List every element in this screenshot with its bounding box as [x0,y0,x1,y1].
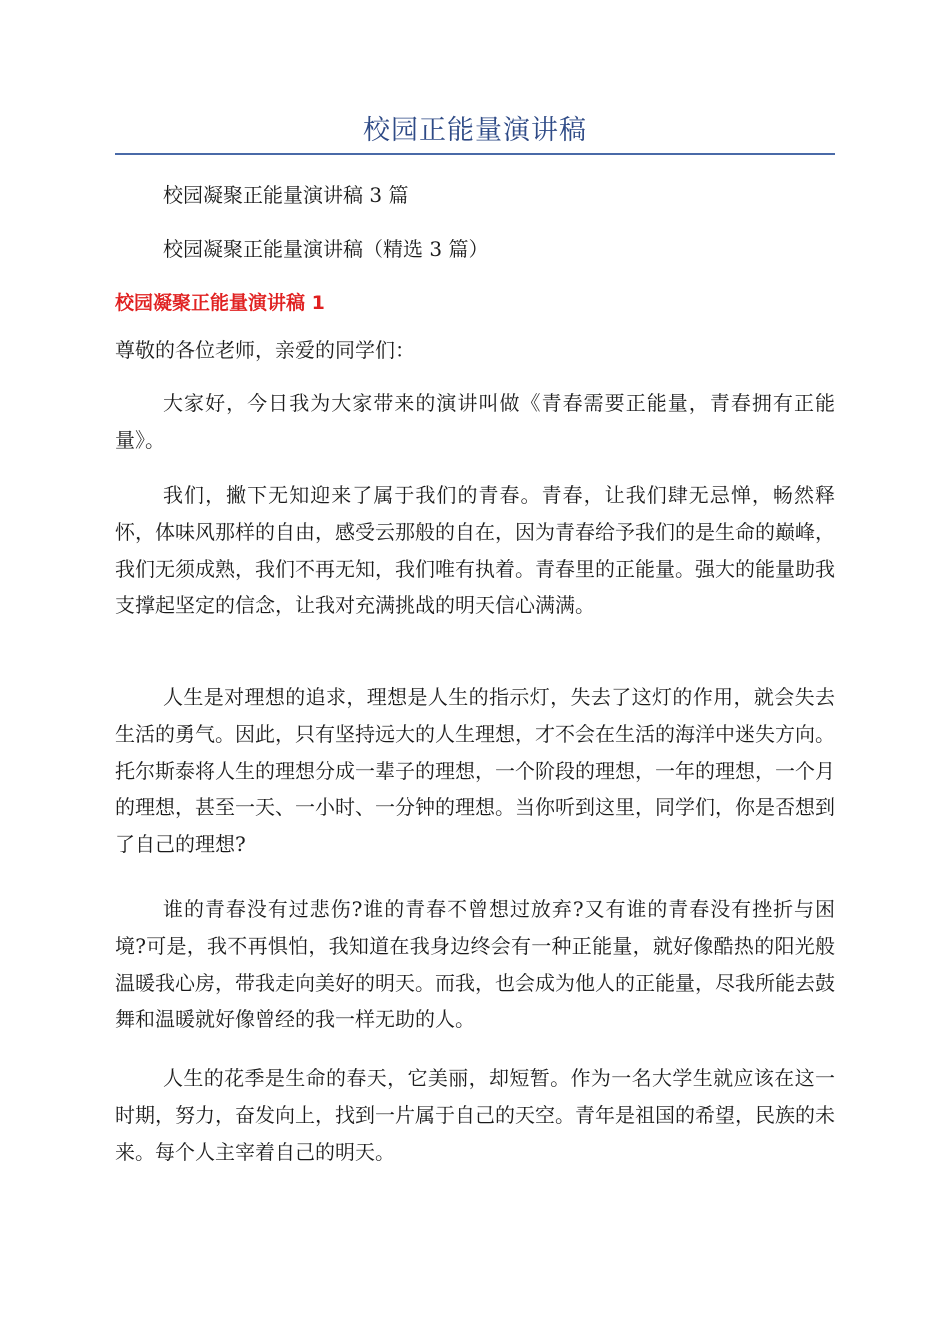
body-paragraph-3: 人生是对理想的追求，理想是人生的指示灯，失去了这灯的作用，就会失去生活的勇气。因此，只有坚持远大的人生理想，才不会在生活的海洋中迷失方向。托尔斯泰将人生的理想分成一辈子的理想，一个阶段的理想，一年的理想，一个月的理想，甚至一天、一小时、一分钟的理想。当你听到这里，同学们，你是否想到了自己的理想? [115,685,835,857]
document-title: 校园正能量演讲稿 [363,115,587,146]
body-paragraph-5: 人生的花季是生命的春天，它美丽，却短暂。作为一名大学生就应该在这一时期，努力，奋发向上，找到一片属于自己的天空。青年是祖国的希望，民族的未来。每个人主宰着自己的明天。 [115,1066,835,1164]
section-heading: 校园凝聚正能量演讲稿 1 [115,292,325,314]
subtitle-1: 校园凝聚正能量演讲稿 3 篇 [163,183,409,207]
salutation: 尊敬的各位老师，亲爱的同学们： [115,338,415,362]
body-paragraph-1: 大家好，今日我为大家带来的演讲叫做《青春需要正能量，青春拥有正能量》。 [115,391,835,452]
title-underline [115,153,835,155]
body-paragraph-2: 我们，撇下无知迎来了属于我们的青春。青春，让我们肆无忌惮，畅然释怀，体味风那样的自由，感受云那般的自在，因为青春给予我们的是生命的巅峰，我们无须成熟，我们不再无知，我们唯有执着。青春里的正能量。强大的能量助我支撑起坚定的信念，让我对充满挑战的明天信心满满。 [115,483,835,618]
subtitle-2: 校园凝聚正能量演讲稿（精选 3 篇） [163,237,489,261]
body-paragraph-4: 谁的青春没有过悲伤?谁的青春不曾想过放弃?又有谁的青春没有挫折与困境?可是，我不再惧怕，我知道在我身边终会有一种正能量，就好像酷热的阳光般温暖我心房，带我走向美好的明天。而我，也会成为他人的正能量，尽我所能去鼓舞和温暖就好像曾经的我一样无助的人。 [115,897,835,1032]
